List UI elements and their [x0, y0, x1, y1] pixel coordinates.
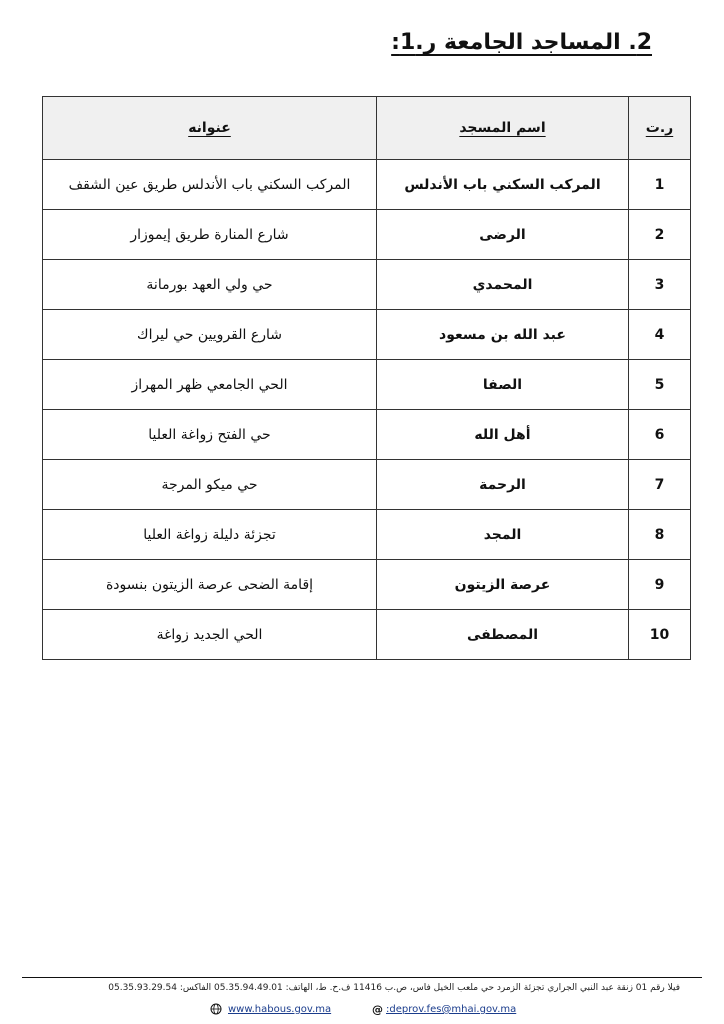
- mosque-name: المحمدي: [377, 260, 629, 310]
- footer-email: [372, 1003, 516, 1016]
- mosque-address: إقامة الضحى عرصة الزيتون بنسودة: [43, 560, 377, 610]
- table-row: [43, 260, 691, 310]
- table-header-row: [43, 97, 691, 160]
- footer-website: [210, 1003, 331, 1015]
- table-row: [43, 310, 691, 360]
- mosque-address: حي ولي العهد بورمانة: [43, 260, 377, 310]
- mosque-address: شارع القرويين حي ليراك: [43, 310, 377, 360]
- mosque-address: الحي الجديد زواغة: [43, 610, 377, 660]
- table-row: [43, 210, 691, 260]
- table-row: [43, 610, 691, 660]
- header-address: عنوانه: [43, 97, 377, 160]
- table-row: [43, 560, 691, 610]
- mosque-address: الحي الجامعي ظهر المهراز: [43, 360, 377, 410]
- header-name: اسم المسجد: [377, 97, 629, 160]
- mosque-name: الصفا: [377, 360, 629, 410]
- footer-divider: [22, 977, 702, 978]
- mosque-name: عبد الله بن مسعود: [377, 310, 629, 360]
- row-number: 1: [629, 160, 691, 210]
- mosque-address: شارع المنارة طريق إيموزار: [43, 210, 377, 260]
- row-number: 2: [629, 210, 691, 260]
- mosque-name: عرصة الزيتون: [377, 560, 629, 610]
- row-number: 3: [629, 260, 691, 310]
- at-icon: @: [372, 1003, 383, 1016]
- table-row: [43, 510, 691, 560]
- footer-address: فيلا رقم 01 زنقة عبد النبي الجراري تجزئة الزمرد حي ملعب الخيل فاس، ص.ب 11416 ف.ح. ط، الهاتف: 05.35.94.49.01 الفاكس: 05.35.93.29.54: [108, 983, 680, 993]
- row-number: 8: [629, 510, 691, 560]
- row-number: 7: [629, 460, 691, 510]
- mosque-name: الرحمة: [377, 460, 629, 510]
- mosque-address: حي الفتح زواغة العليا: [43, 410, 377, 460]
- website-link[interactable]: www.habous.gov.ma: [228, 1003, 332, 1015]
- header-number: ر.ت: [629, 97, 691, 160]
- table-row: [43, 410, 691, 460]
- table-row: [43, 360, 691, 410]
- email-link[interactable]: :deprov.fes@mhai.gov.ma: [386, 1004, 517, 1015]
- mosque-name: المصطفى: [377, 610, 629, 660]
- table-row: [43, 160, 691, 210]
- mosque-name: المركب السكني باب الأندلس: [377, 160, 629, 210]
- row-number: 9: [629, 560, 691, 610]
- footer-contacts: [0, 1003, 724, 1019]
- mosques-table: [42, 96, 691, 660]
- row-number: 4: [629, 310, 691, 360]
- mosque-name: أهل الله: [377, 410, 629, 460]
- mosque-address: المركب السكني باب الأندلس طريق عين الشقف: [43, 160, 377, 210]
- row-number: 10: [629, 610, 691, 660]
- table-row: [43, 460, 691, 510]
- mosque-address: حي ميكو المرجة: [43, 460, 377, 510]
- row-number: 5: [629, 360, 691, 410]
- page-title: 2. المساجد الجامعة ر.1:: [391, 30, 652, 55]
- mosque-address: تجزئة دليلة زواغة العليا: [43, 510, 377, 560]
- mosque-name: الرضى: [377, 210, 629, 260]
- row-number: 6: [629, 410, 691, 460]
- globe-icon: [210, 1003, 222, 1015]
- mosque-name: المجد: [377, 510, 629, 560]
